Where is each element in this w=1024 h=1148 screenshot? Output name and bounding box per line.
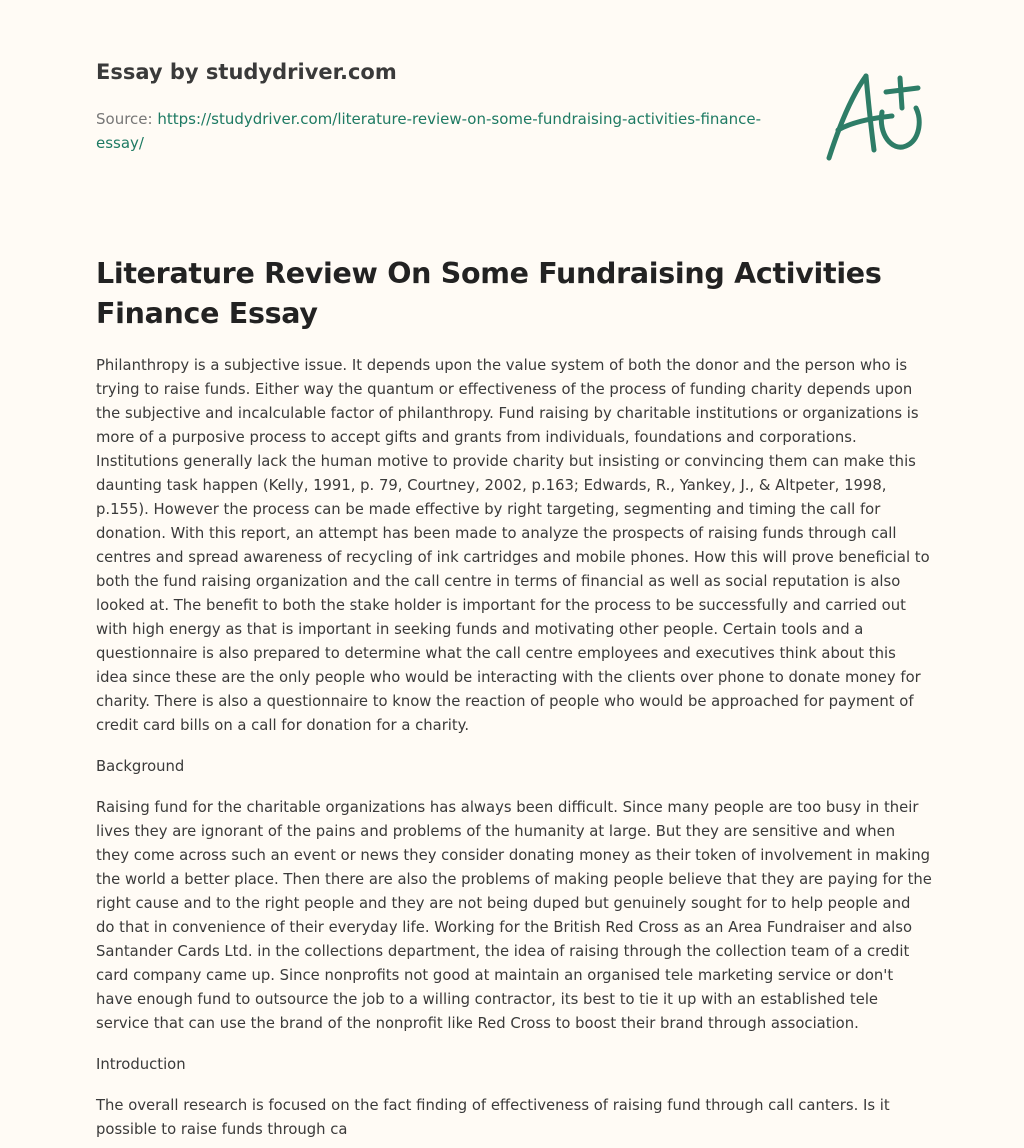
paragraph-intro: Philanthropy is a subjective issue. It depends upon the value system of both the donor and the person who is trying to raise funds. Either way the quantum or effectiveness of the process of funding charity depends upon the subjective and incalculable factor of philanthropy. Fund raising by charitable institutions or organizations is more of a purposive process to accept gifts and grants from individuals, foundations and corporations. Institutions generally lack the human motive to provide charity but insisting or convincing them can make this daunting task happen (Kelly, 1991, p. 79, Courtney, 2002, p.163; Edwards, R., Yankey, J., & Altpeter, 1998, p.155). However the process can be made effective by right targeting, segmenting and timing the call for donation. With this report, an attempt has been made to analyze the prospects of raising funds through call centres and spread awareness of recycling of ink cartridges and mobile phones. How this will prove beneficial to both the fund raising organization and the call centre in terms of financial as well as social reputation is also looked at. The benefit to both the stake holder is important for the process to be successfully and carried out with high energy as that is important in seeking funds and motivating other people. Certain tools and a questionnaire is also prepared to determine what the call centre employees and executives think about this idea since these are the only people who would be interacting with the clients over phone to donate money for charity. There is also a questionnaire to know the reaction of people who would be approached for payment of credit card bills on a call for donation for a charity. xyxy=(96,357,930,734)
a-plus-logo xyxy=(822,68,928,164)
section-heading-background: Background xyxy=(96,758,185,775)
paragraph-introduction: The overall research is focused on the fact finding of effectiveness of raising fund through call canters. Is it possible to raise funds through ca xyxy=(96,1097,890,1138)
page-header xyxy=(96,60,796,155)
article-title: Literature Review On Some Fundraising Activities Finance Essay xyxy=(96,257,882,330)
a-plus-icon xyxy=(822,68,928,164)
source-label: Source: xyxy=(96,110,153,129)
site-title: Essay by studydriver.com xyxy=(96,60,397,84)
section-heading-introduction: Introduction xyxy=(96,1056,186,1073)
source-line xyxy=(96,107,776,155)
article-body xyxy=(96,354,932,1142)
paragraph-background: Raising fund for the charitable organizations has always been difficult. Since many people are too busy in their lives they are ignorant of the pains and problems of the humanity at large. But they are sensitive and when they come across such an event or news they consider donating money as their token of involvement in making the world a better place. Then there are also the problems of making people believe that they are paying for the right cause and to the right people and they are not being duped but genuinely sought for to help people and do that in convenience of their everyday life. Working for the British Red Cross as an Area Fundraiser and also Santander Cards Ltd. in the collections department, the idea of raising through the collection team of a credit card company came up. Since nonprofits not good at maintain an organised tele marketing service or don't have enough fund to outsource the job to a willing contractor, its best to tie it up with an established tele service that can use the brand of the nonprofit like Red Cross to boost their brand through association. xyxy=(96,799,932,1032)
source-link[interactable]: https://studydriver.com/literature-review-on-some-fundraising-activities-finance-essay/ xyxy=(96,110,761,153)
